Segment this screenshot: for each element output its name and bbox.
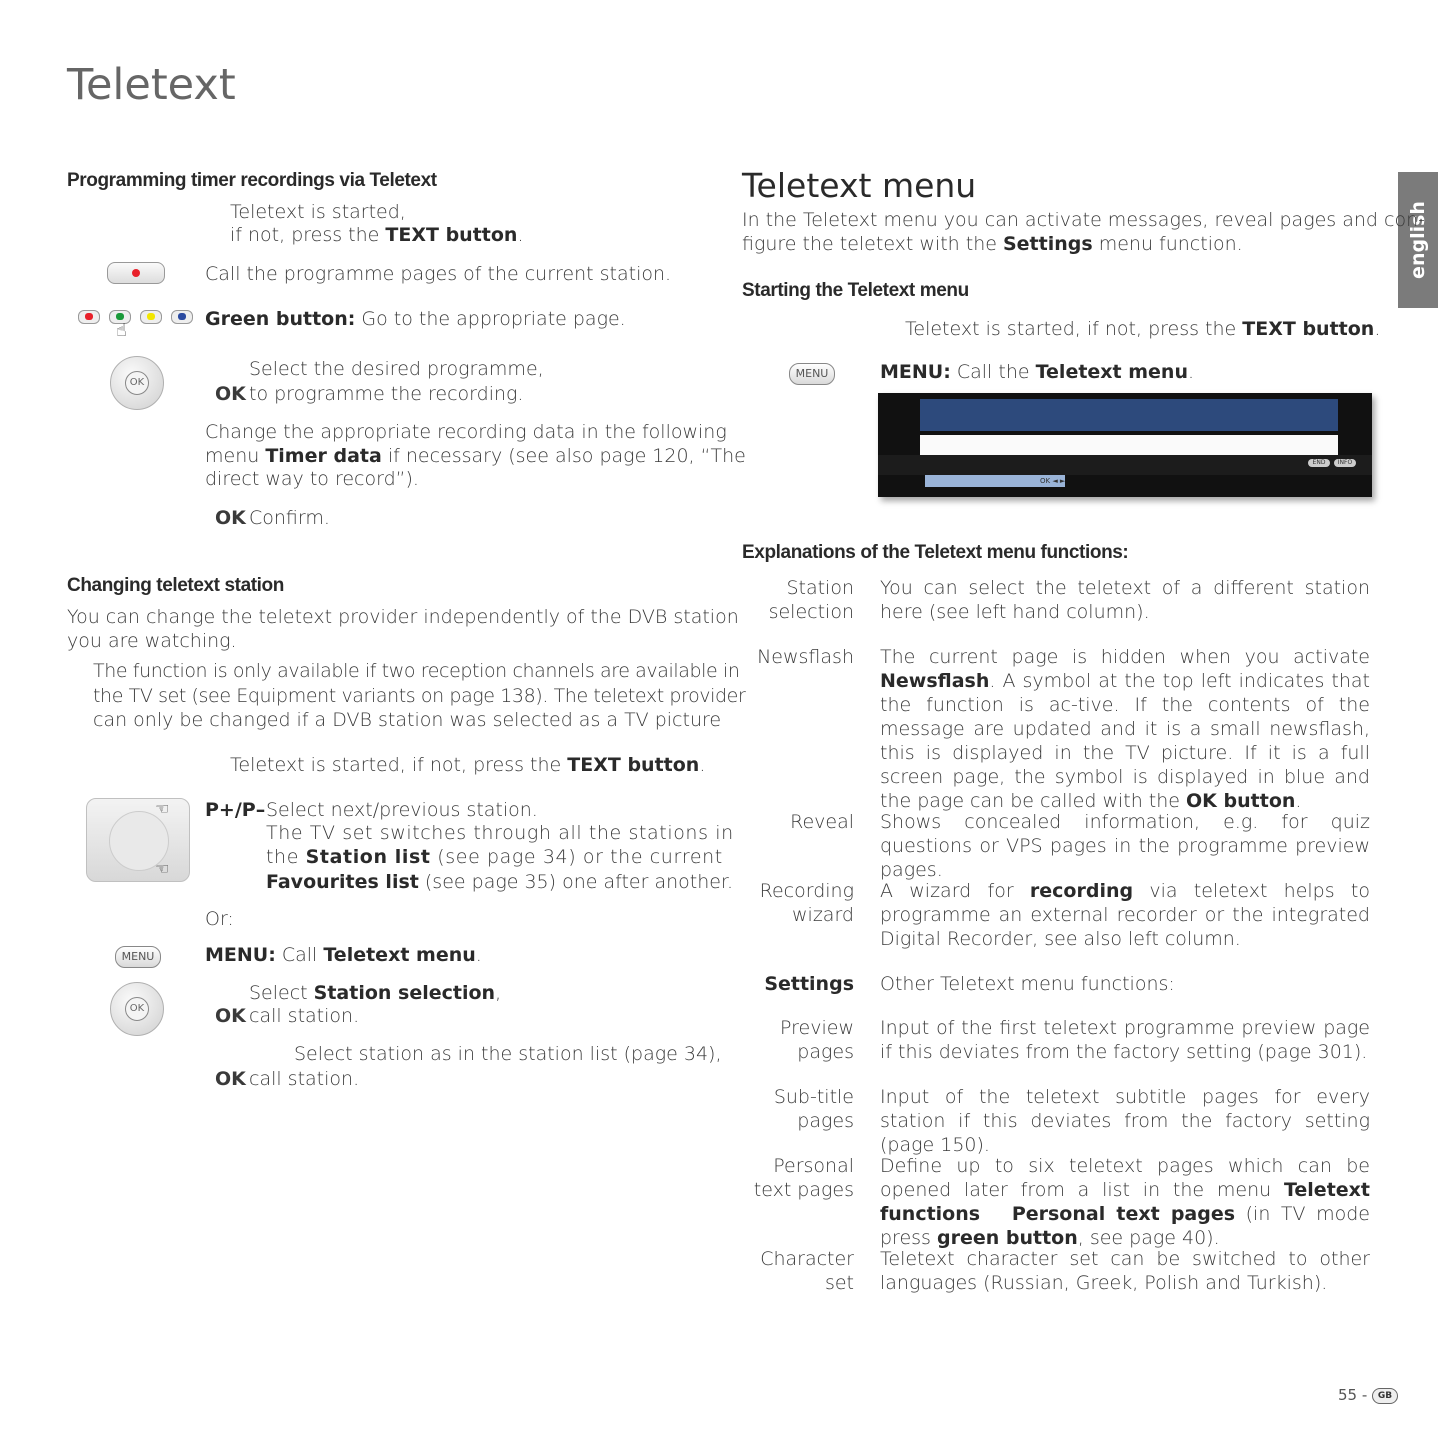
- key-label: P+/P–: [205, 799, 266, 821]
- def-label-subtitle-pages: Sub-title pages: [773, 1086, 854, 1132]
- pointing-hand-icon: ☜: [155, 799, 170, 818]
- step-text: OK call station.: [215, 1068, 360, 1090]
- menu-button-icon: MENU: [115, 946, 161, 968]
- def-label-recording-wizard: Recording wizard: [759, 880, 854, 926]
- step-text: if not, press the TEXT button.: [230, 224, 524, 246]
- step-text: Teletext is started,: [230, 201, 406, 223]
- def-label-personal-text-pages: Personal text pages: [753, 1155, 854, 1201]
- page-number: 55 -: [1338, 1386, 1368, 1404]
- body-text: In the Teletext menu you can activate messages, reveal pages and con-: [742, 209, 1425, 231]
- step-text: OK call station.: [215, 1005, 360, 1027]
- step-text: Call the programme pages of the current station.: [205, 263, 672, 285]
- step-text: MENU: Call the Teletext menu.: [880, 361, 1195, 383]
- step-text: OK to programme the recording.: [215, 383, 524, 405]
- step-text: Select station as in the station list (page 34),: [294, 1043, 722, 1065]
- section-heading-explanations: Explanations of the Teletext menu functions:: [742, 542, 1129, 563]
- step-text: Select the desired programme,: [249, 358, 544, 380]
- ok-wheel-icon: OK: [110, 982, 164, 1036]
- language-tab: [1398, 172, 1438, 308]
- pointing-hand-icon: ☜: [155, 859, 170, 878]
- body-text: you are watching.: [67, 630, 237, 652]
- step-text: OK Confirm.: [215, 507, 330, 529]
- def-text-station-selection: You can select the teletext of a different station here (see left hand column).: [880, 577, 1370, 623]
- section-heading-starting: Starting the Teletext menu: [742, 280, 969, 301]
- section-title-teletext-menu: Teletext menu: [742, 166, 977, 205]
- language-tab-label: english: [1407, 201, 1429, 279]
- note-text: The function is only available if two reception channels are available in: [93, 660, 740, 682]
- teletext-menu-screenshot: [878, 393, 1372, 497]
- end-button-icon: END: [1308, 459, 1330, 467]
- def-text-personal-text-pages: Define up to six teletext pages which can be opened later from a list in the menu Teletext functions Personal text pages (in TV mode press green button, see page 40).: [880, 1155, 1370, 1249]
- step-text: Teletext is started, if not, press the TEXT button.: [230, 754, 706, 776]
- page-title: Teletext: [67, 60, 236, 110]
- body-text: Or:: [205, 908, 234, 930]
- ok-wheel-icon: OK: [110, 356, 164, 410]
- def-label-preview-pages: Preview pages: [780, 1017, 854, 1063]
- section-heading-station: Changing teletext station: [67, 575, 284, 596]
- step-text: Favourites list (see page 35) one after another.: [266, 871, 734, 893]
- body-text: menu Timer data if necessary (see also page 120, “The: [205, 445, 746, 467]
- body-text: Change the appropriate recording data in the following: [205, 421, 727, 443]
- def-text-subtitle-pages: Input of the teletext subtitle pages for every station if this deviates from the factory setting (page 150).: [880, 1086, 1370, 1156]
- record-button-icon: [107, 262, 165, 284]
- menu-button-icon: MENU: [789, 363, 835, 385]
- def-label-settings: Settings: [764, 973, 854, 995]
- remote-control-icon: [86, 798, 190, 882]
- body-text: You can change the teletext provider independently of the DVB station: [67, 606, 739, 628]
- gb-badge: GB: [1372, 1388, 1398, 1404]
- step-text: the Station list (see page 34) or the current: [266, 846, 723, 868]
- section-heading-programming: Programming timer recordings via Teletext: [67, 170, 437, 191]
- menu-title-bar: [920, 399, 1338, 431]
- body-text: direct way to record”).: [205, 468, 419, 490]
- pointing-hand-icon: ☝: [116, 320, 127, 341]
- menu-selected-row: [920, 435, 1338, 455]
- def-text-recording-wizard: A wizard for recording via teletext helps to programme an external recorder or the integrated Digital Recorder, see also left column.: [880, 880, 1370, 950]
- def-text-newsflash: The current page is hidden when you activate Newsflash. A symbol at the top left indicates that the function is ac-tive. If the contents of the message are updated and it is a small newsflash, this is displayed in the TV picture. If it is a full screen page, the symbol is displayed in blue and the page can be called with the OK button.: [880, 646, 1370, 812]
- ok-nav-hint: OK ◄ ►: [1040, 477, 1066, 485]
- def-text-reveal: Shows concealed information, e.g. for quiz questions or VPS pages in the programme preview pages.: [880, 811, 1370, 881]
- step-text: The TV set switches through all the stations in: [266, 822, 734, 844]
- body-text: figure the teletext with the Settings menu function.: [742, 233, 1243, 255]
- step-text: MENU: Call Teletext menu.: [205, 944, 482, 966]
- def-text-settings: Other Teletext menu functions:: [880, 973, 1175, 995]
- note-text: can only be changed if a DVB station was selected as a TV picture: [93, 709, 722, 731]
- def-label-character-set: Character set: [760, 1248, 854, 1294]
- def-label-reveal: Reveal: [790, 811, 854, 833]
- def-text-preview-pages: Input of the first teletext programme preview page if this deviates from the factory setting (page 301).: [880, 1017, 1370, 1063]
- def-label-newsflash: Newsflash: [757, 646, 854, 668]
- step-text: Teletext is started, if not, press the TEXT button.: [905, 318, 1381, 340]
- info-button-icon: INFO: [1334, 459, 1356, 467]
- step-text: Select Station selection,: [249, 982, 502, 1004]
- step-text: Select next/previous station.: [266, 799, 538, 821]
- note-text: the TV set (see Equipment variants on page 138). The teletext provider: [93, 685, 746, 707]
- def-text-character-set: Teletext character set can be switched to other languages (Russian, Greek, Polish and Turkish).: [880, 1248, 1370, 1294]
- step-text: Green button: Go to the appropriate page.: [205, 308, 626, 330]
- colour-buttons-icon: [78, 310, 198, 342]
- def-label-station-selection: Station selection: [768, 577, 854, 623]
